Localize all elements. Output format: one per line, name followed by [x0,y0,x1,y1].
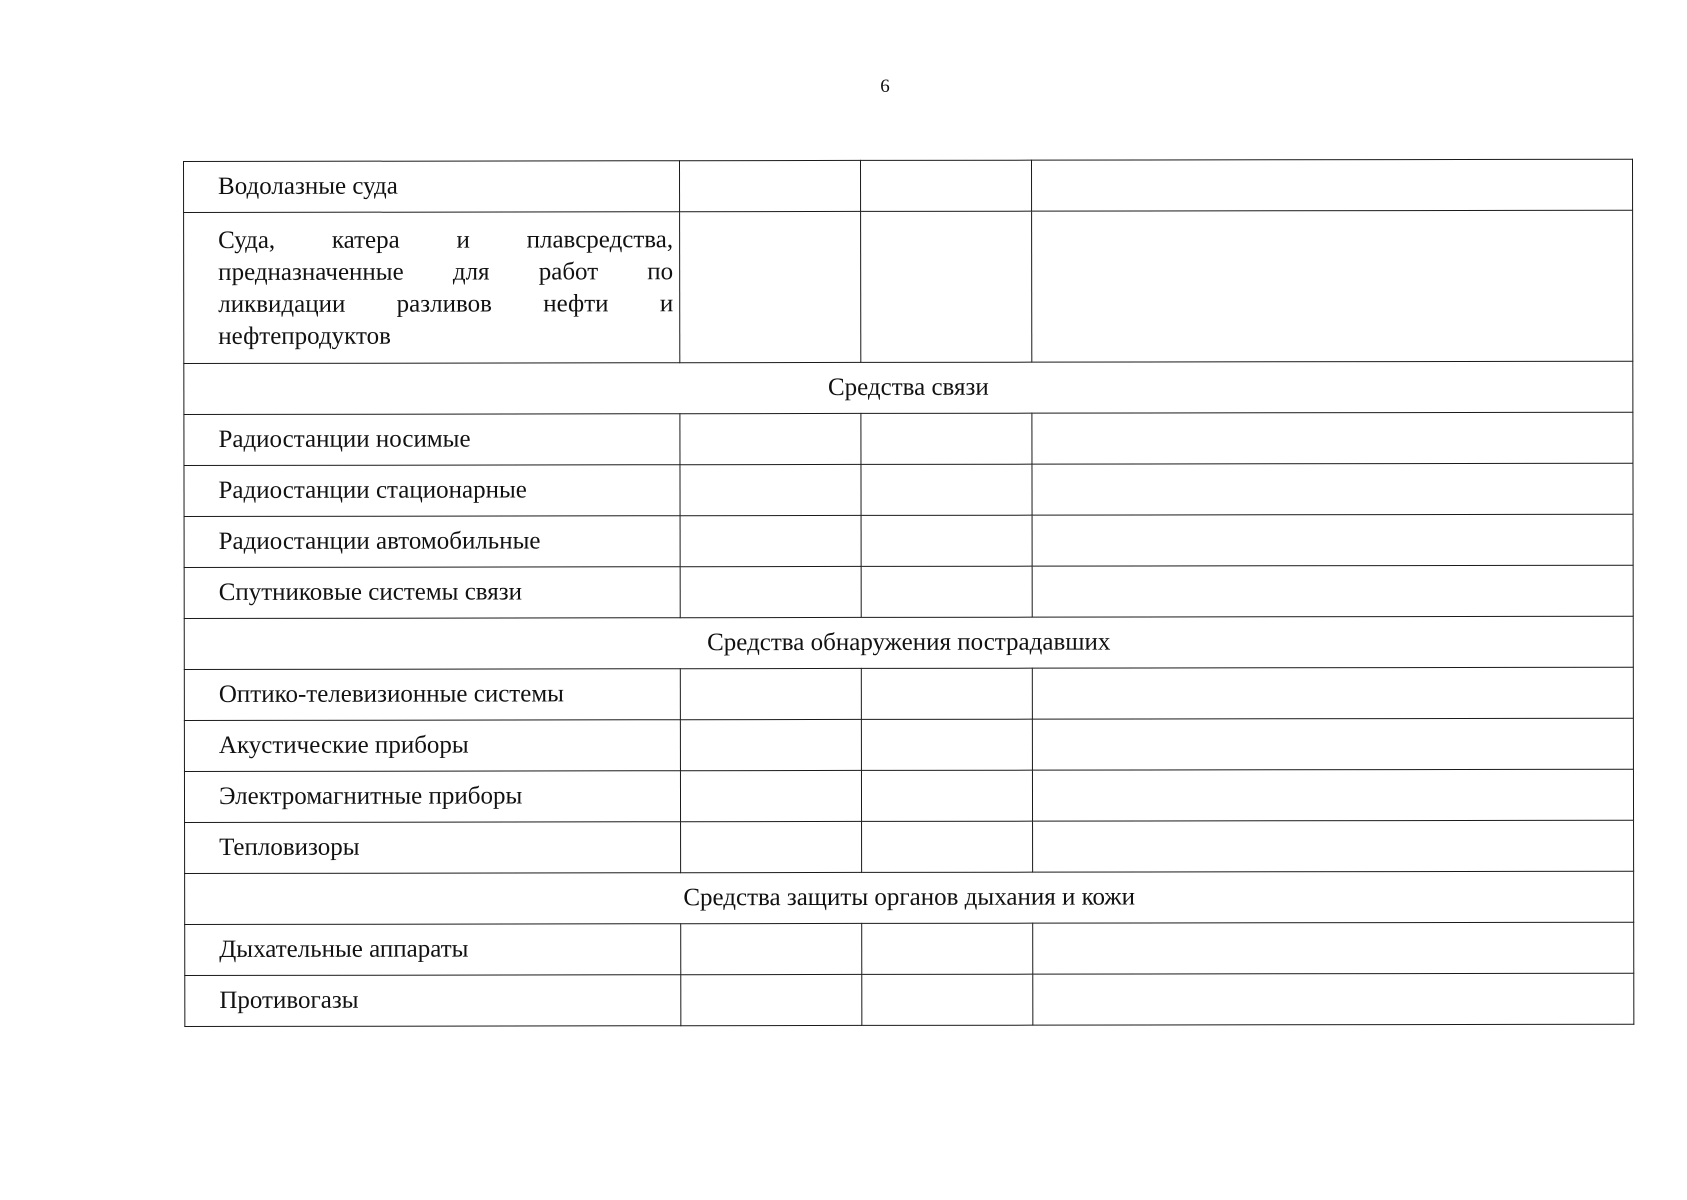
empty-cell [861,464,1032,515]
empty-cell [1032,463,1633,515]
table-row [185,820,1634,873]
empty-cell [861,413,1032,464]
section-row [185,871,1634,924]
table-row [184,463,1633,516]
empty-cell [681,974,862,1025]
row-label: Тепловизоры [185,822,681,874]
section-heading: Средства защиты органов дыхания и кожи [185,871,1634,924]
empty-cell [861,668,1032,719]
empty-cell [1032,210,1633,362]
empty-cell [860,160,1031,211]
row-label: Акустические приборы [184,720,680,772]
empty-cell [861,515,1032,566]
equipment-table [183,159,1634,1027]
empty-cell [1032,565,1633,617]
empty-cell [680,515,861,566]
section-row [184,616,1633,669]
table-row [184,210,1633,363]
table-row [185,922,1634,975]
empty-cell [680,160,861,211]
section-row [184,361,1633,414]
empty-cell [680,719,861,770]
empty-cell [1033,922,1634,974]
empty-cell [1032,769,1633,821]
table-row [184,514,1633,567]
empty-cell [1033,820,1634,872]
empty-cell [681,821,862,872]
empty-cell [1032,718,1633,770]
empty-cell [862,923,1033,974]
empty-cell [861,211,1032,362]
row-label: Суда, катера и плавсредства, предназначенные для работ по ликвидации разливов нефти и нефтепродуктов [184,212,680,364]
empty-cell [680,211,861,362]
row-label: Оптико-телевизионные системы [184,669,680,721]
empty-cell [680,566,861,617]
empty-cell [680,668,861,719]
row-label: Водолазные суда [184,161,680,213]
page-number: 6 [880,76,890,97]
table-row [184,412,1633,465]
table-row [184,718,1633,771]
empty-cell [861,566,1032,617]
row-label: Спутниковые системы связи [184,567,680,619]
empty-cell [1032,514,1633,566]
empty-cell [1031,159,1632,211]
row-label: Электромагнитные приборы [184,771,680,823]
empty-cell [680,770,861,821]
table-row [184,159,1633,212]
empty-cell [681,923,862,974]
row-label: Радиостанции автомобильные [184,516,680,568]
empty-cell [862,821,1033,872]
section-heading: Средства обнаружения пострадавших [184,616,1633,669]
table-row [184,769,1633,822]
empty-cell [1032,667,1633,719]
empty-cell [861,770,1032,821]
row-label: Радиостанции носимые [184,414,680,466]
empty-cell [680,413,861,464]
table-row [185,973,1634,1026]
row-label: Противогазы [185,975,681,1027]
row-label: Дыхательные аппараты [185,924,681,976]
empty-cell [862,974,1033,1025]
row-label: Радиостанции стационарные [184,465,680,517]
empty-cell [680,464,861,515]
empty-cell [1033,973,1634,1025]
empty-cell [861,719,1032,770]
empty-cell [1032,412,1633,464]
table-row [184,667,1633,720]
table-row [184,565,1633,618]
section-heading: Средства связи [184,361,1633,414]
